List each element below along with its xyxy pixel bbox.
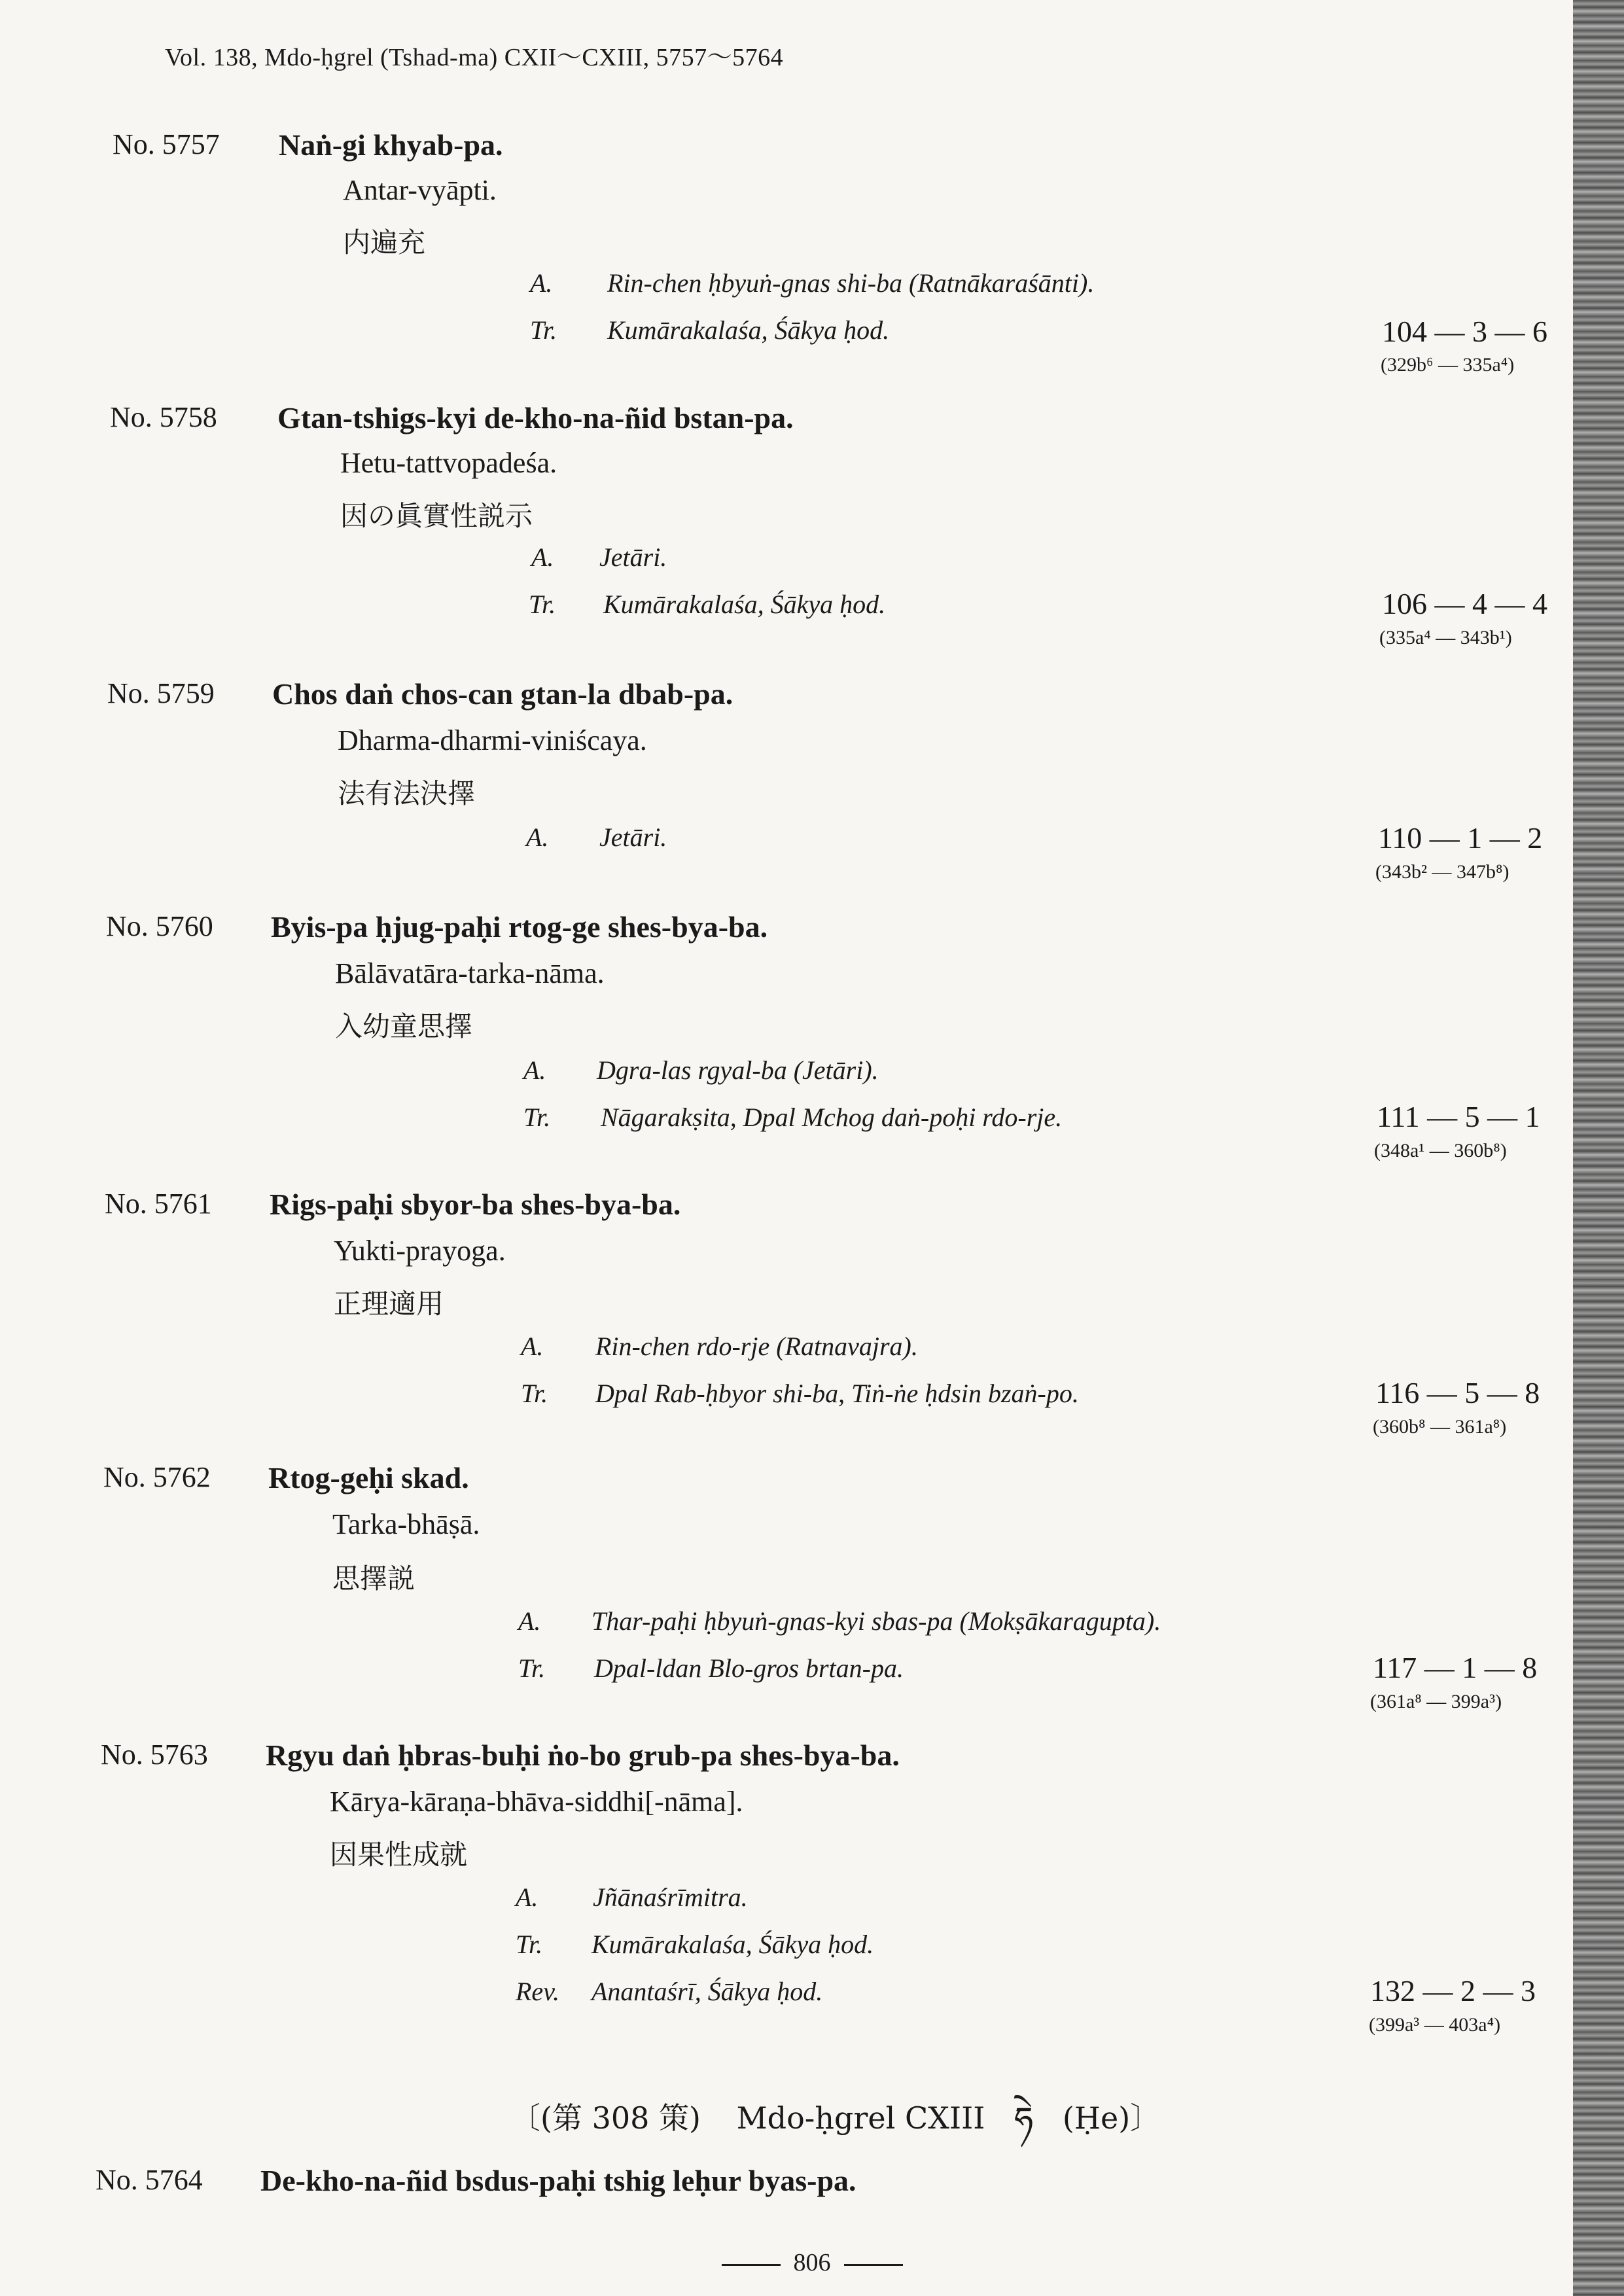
credit-name: Kumārakalaśa, Śākya ḥod. (603, 590, 886, 619)
entry-sanskrit: Dharma-dharmi-viniścaya. (338, 724, 647, 756)
credit-name: Dpal Rab-ḥbyor shi-ba, Tiṅ-ṅe ḥdsin bzaṅ-po. (595, 1379, 1079, 1408)
credit-name: Rin-chen rdo-rje (Ratnavajra). (595, 1332, 918, 1361)
entry-number: No. 5763 (101, 1739, 208, 1771)
entry-japanese: 因の眞實性説示 (340, 500, 533, 532)
section-close: (Ḥe)〕 (1062, 2100, 1161, 2136)
catalog-reference: 111 — 5 — 1 (1377, 1100, 1540, 1133)
folio-range: (343b² — 347b⁸) (1375, 861, 1509, 883)
entry-sanskrit: Antar-vyāpti. (343, 174, 497, 206)
folio-range: (335a⁴ — 343b¹) (1379, 627, 1512, 648)
entry-number: No. 5757 (113, 128, 220, 160)
entry-sanskrit: Bālāvatāra-tarka-nāma. (335, 957, 605, 989)
credit-role: A. (531, 542, 554, 572)
credit-role: Tr. (518, 1653, 546, 1683)
credit-role: Tr. (529, 590, 556, 619)
section-label: Mdo-ḥgrel CXIII (736, 2100, 985, 2136)
tibetan-letter-he: ཧེ (1014, 2100, 1034, 2140)
catalog-reference: 132 — 2 — 3 (1370, 1974, 1536, 2007)
folio-range: (329b⁶ — 335a⁴) (1381, 354, 1515, 376)
credit-role: Tr. (516, 1930, 543, 1959)
credit-role: A. (523, 1055, 546, 1085)
entry-number: No. 5762 (103, 1461, 211, 1493)
section-open: 〔(第 308 策) (510, 2100, 701, 2136)
credit-name: Jetāri. (599, 542, 667, 572)
entry-number: No. 5761 (105, 1188, 212, 1220)
entry-japanese: 法有法決擇 (338, 777, 476, 809)
footer-rule-right (844, 2264, 903, 2266)
folio-range: (348a¹ — 360b⁸) (1374, 1140, 1507, 1161)
catalog-reference: 104 — 3 — 6 (1382, 315, 1547, 348)
entry-sanskrit: Hetu-tattvopadeśa. (340, 447, 557, 479)
credit-name: Dgra-las rgyal-ba (Jetāri). (597, 1055, 879, 1085)
credit-role: Tr. (530, 315, 557, 345)
entry-title: Rtog-geḥi skad. (268, 1461, 469, 1494)
credit-role: A. (516, 1882, 538, 1912)
running-header: Vol. 138, Mdo-ḥgrel (Tshad-ma) CXII～CXIII, 5757～5764 (165, 44, 784, 71)
entry-number: No. 5759 (107, 677, 215, 709)
entry-sanskrit: Kārya-kāraṇa-bhāva-siddhi[-nāma]. (330, 1786, 743, 1818)
entry-japanese: 思擇説 (332, 1563, 415, 1595)
entry-title: Naṅ-gi khyab-pa. (279, 128, 503, 162)
entry-title: Rigs-paḥi sbyor-ba shes-bya-ba. (270, 1188, 681, 1221)
credit-name: Thar-paḥi ḥbyuṅ-gnas-kyi sbas-pa (Mokṣākaragupta). (591, 1606, 1161, 1636)
credit-role: A. (521, 1332, 544, 1361)
folio-range: (360b⁸ — 361a⁸) (1373, 1416, 1507, 1438)
page-footer (0, 2248, 1624, 2277)
credit-role: A. (518, 1606, 541, 1636)
entry-japanese: 入幼童思擇 (335, 1010, 473, 1042)
entry-title: Rgyu daṅ ḥbras-buḥi ṅo-bo grub-pa shes-bya-ba. (266, 1739, 900, 1772)
page-edge-shadow (1573, 0, 1624, 2296)
entry-number: No. 5764 (96, 2164, 203, 2196)
credit-name: Kumārakalaśa, Śākya ḥod. (591, 1930, 874, 1959)
credit-role: A. (526, 822, 549, 852)
credit-role: Tr. (521, 1379, 548, 1408)
footer-rule-left (722, 2264, 781, 2266)
entry-japanese: 因果性成就 (330, 1839, 468, 1871)
credit-role: Tr. (523, 1103, 551, 1132)
entry-title: De-kho-na-ñid bsdus-paḥi tshig leḥur byas-pa. (260, 2164, 856, 2197)
credit-name: Jñānaśrīmitra. (593, 1882, 748, 1912)
credit-name: Rin-chen ḥbyuṅ-gnas shi-ba (Ratnākaraśānti). (607, 268, 1095, 298)
catalog-reference: 110 — 1 — 2 (1378, 821, 1543, 855)
entry-number: No. 5758 (110, 401, 217, 433)
credit-name: Nāgarakṣita, Dpal Mchog daṅ-poḥi rdo-rje. (601, 1103, 1063, 1132)
folio-range: (399a³ — 403a⁴) (1369, 2014, 1501, 2036)
entry-japanese: 正理適用 (334, 1288, 444, 1320)
catalog-reference: 116 — 5 — 8 (1375, 1376, 1540, 1409)
credit-name: Jetāri. (599, 822, 667, 852)
entry-title: Gtan-tshigs-kyi de-kho-na-ñid bstan-pa. (277, 401, 794, 434)
folio-range: (361a⁸ — 399a³) (1370, 1691, 1502, 1712)
credit-role: Rev. (516, 1977, 559, 2006)
catalog-reference: 106 — 4 — 4 (1382, 587, 1547, 620)
credit-name: Anantaśrī, Śākya ḥod. (591, 1977, 823, 2006)
entry-sanskrit: Tarka-bhāṣā. (332, 1508, 480, 1540)
credit-name: Kumārakalaśa, Śākya ḥod. (607, 315, 890, 345)
entry-title: Chos daṅ chos-can gtan-la dbab-pa. (272, 677, 733, 711)
catalog-reference: 117 — 1 — 8 (1373, 1651, 1538, 1684)
entry-japanese: 内遍充 (343, 226, 426, 258)
entry-number: No. 5760 (106, 910, 213, 942)
page-number: 806 (793, 2249, 831, 2276)
credit-role: A. (530, 268, 553, 298)
entry-sanskrit: Yukti-prayoga. (334, 1235, 506, 1267)
credit-name: Dpal-ldan Blo-gros brtan-pa. (594, 1653, 904, 1683)
entry-title: Byis-pa ḥjug-paḥi rtog-ge shes-bya-ba. (271, 910, 768, 944)
